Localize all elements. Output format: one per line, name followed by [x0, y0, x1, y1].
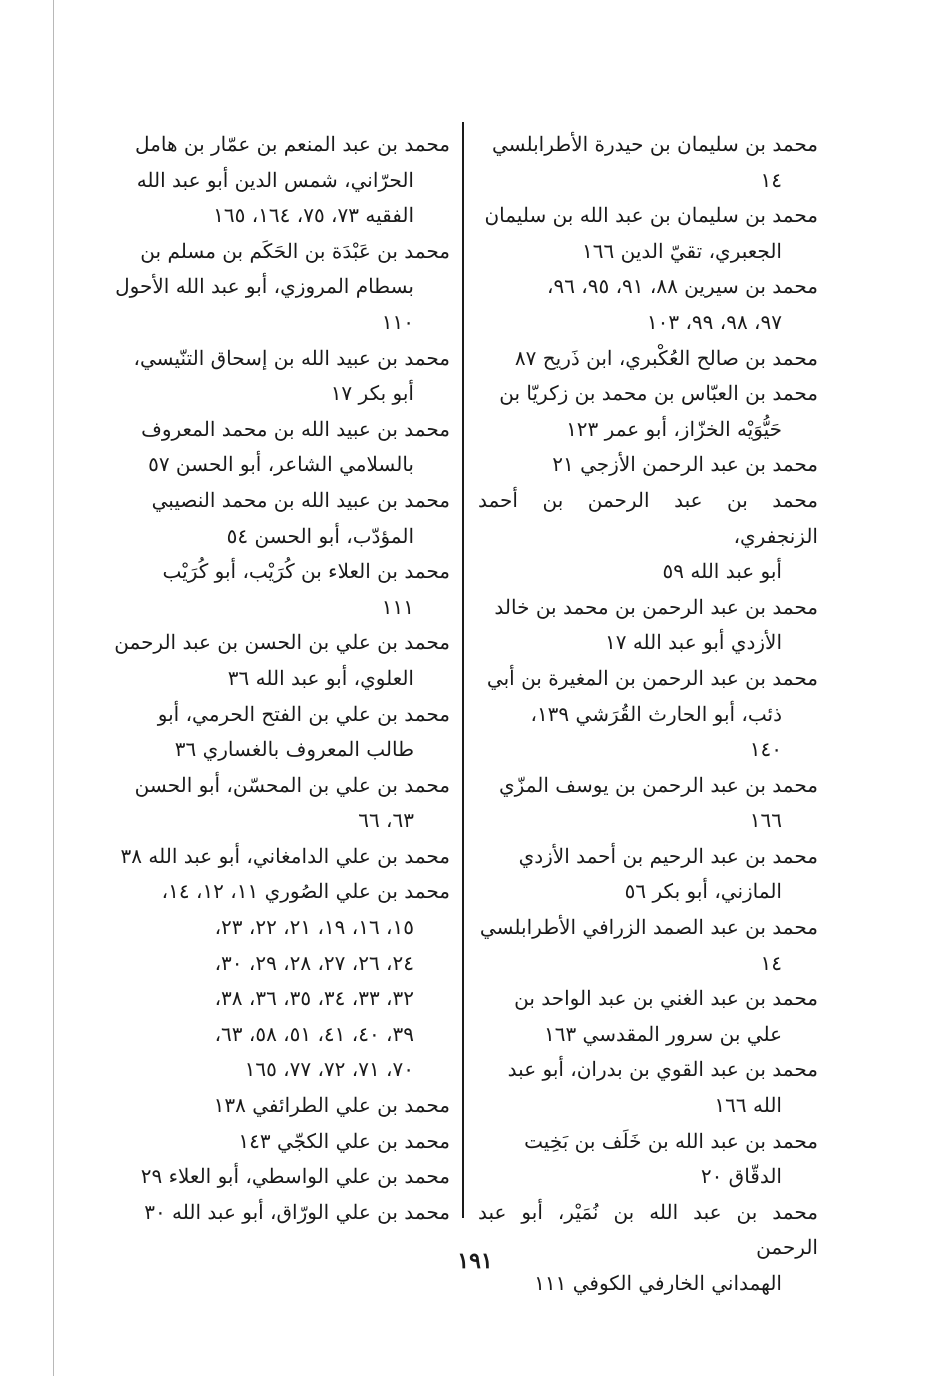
entry-heading-line: محمد بن علي الصُوري ١١، ١٢، ١٤، [161, 879, 450, 904]
entry-heading-line: محمد بن عبيد الله بن محمد المعروف [141, 416, 450, 441]
entry-continuation-line: الجعبري، تقيّ الدين ١٦٦ [582, 238, 782, 263]
entry-continuation-line: ١٤٠ [749, 737, 782, 762]
entry-continuation-line: ٦٣، ٦٦ [358, 808, 414, 833]
index-entry [110, 839, 450, 875]
index-entry [110, 1124, 450, 1160]
index-entry [110, 554, 450, 625]
index-entry [110, 1088, 450, 1124]
entry-continuation-line: الفقيه ٧٣، ٧٥، ١٦٤، ١٦٥ [213, 203, 414, 228]
entry-heading-line: محمد بن عبد الرحمن بن محمد بن خالد [494, 594, 818, 619]
entry-heading-line: محمد بن عبيد الله بن محمد النصيبي [151, 487, 450, 512]
index-entry [478, 269, 818, 340]
entry-continuation-line: ٣٢، ٣٣، ٣٤، ٣٥، ٣٦، ٣٨، [214, 986, 414, 1011]
entry-continuation-line: ٢٤، ٢٦، ٢٧، ٢٨، ٢٩، ٣٠، [214, 950, 414, 975]
entry-continuation-line: علي بن سرور المقدسي ١٦٣ [543, 1021, 782, 1046]
entry-continuation-line: ذئب، أبو الحارث القُرَشي ١٣٩، [530, 701, 782, 726]
entry-continuation-line: ٧٠، ٧١، ٧٢، ٧٧، ١٦٥ [244, 1057, 414, 1082]
index-entry [110, 412, 450, 483]
entry-continuation-line: بسطام المروزي، أبو عبد الله الأحول [115, 274, 414, 299]
entry-heading-line: محمد بن العبّاس بن محمد بن زكريّا بن [499, 381, 818, 406]
index-entry [478, 981, 818, 1052]
index-entry [110, 341, 450, 412]
entry-continuation-line: الهمداني الخارفي الكوفي ١١١ [534, 1271, 782, 1295]
column-divider [462, 122, 464, 1218]
index-entry [478, 910, 818, 981]
entry-heading-line: محمد بن عبد الله بن نُمَيْر، أبو عبد الرحمن [478, 1199, 818, 1260]
index-entry [478, 590, 818, 661]
entry-heading-line: محمد بن سيرين ٨٨، ٩١، ٩٥، ٩٦، [546, 274, 818, 299]
entry-heading-line: محمد بن علي بن الحسن بن عبد الرحمن [114, 630, 450, 655]
entry-heading-line: محمد بن عبد الرحمن بن يوسف المزّي [499, 772, 818, 797]
page-number: ١٩١ [457, 1248, 493, 1274]
index-entry [110, 874, 450, 1088]
entry-heading-line: محمد بن سليمان بن حيدرة الأطرابلسي [491, 132, 818, 156]
entry-continuation-line: طالب المعروف بالغساري ٣٦ [174, 737, 414, 762]
entry-heading-line: محمد بن عبد الرحمن الأزجي ٢١ [552, 452, 818, 477]
entry-continuation-line: ١٤ [760, 950, 782, 975]
index-entry [478, 1124, 818, 1195]
entry-continuation-line: ١١٠ [381, 309, 414, 334]
entry-continuation-line: ٣٩، ٤٠، ٤١، ٥١، ٥٨، ٦٣، [214, 1021, 414, 1046]
entry-heading-line: محمد بن عَبْدَة بن الحَكَم بن مسلم بن [140, 238, 450, 263]
entry-continuation-line: بالسلامي الشاعر، أبو الحسن ٥٧ [148, 452, 414, 477]
entry-heading-line: محمد بن سليمان بن عبد الله بن سليمان [484, 203, 818, 228]
index-entry [478, 661, 818, 768]
index-entry [110, 1159, 450, 1195]
index-entry [110, 625, 450, 696]
entry-continuation-line: ١٦٦ [749, 808, 782, 833]
entry-heading-line: محمد بن علي الواسطي، أبو العلاء ٢٩ [140, 1164, 450, 1189]
entry-continuation-line: المازني، أبو بكر ٥٦ [624, 879, 782, 904]
page-edge-line [53, 0, 54, 1376]
entry-continuation-line: الله ١٦٦ [714, 1093, 782, 1118]
entry-continuation-line: ٩٧، ٩٨، ٩٩، ١٠٣ [646, 309, 782, 334]
entry-continuation-line: العلوي، أبو عبد الله ٣٦ [227, 665, 414, 690]
entry-continuation-line: أبو عبد الله ٥٩ [662, 559, 782, 584]
entry-continuation-line: الأزدي أبو عبد الله ١٧ [604, 630, 782, 655]
entry-heading-line: محمد بن عبد الله بن خَلَف بن بَخِيت [524, 1128, 818, 1153]
index-entry [478, 127, 818, 198]
index-entry [110, 768, 450, 839]
entry-heading-line: محمد بن عبد الرحمن بن أحمد الزنجفري، [478, 487, 818, 548]
entry-heading-line: محمد بن العلاء بن كُرَيْب، أبو كُرَيْب [162, 559, 450, 584]
entry-heading-line: محمد بن علي الدامغاني، أبو عبد الله ٣٨ [120, 843, 450, 868]
entry-continuation-line: حَيُّوَيْه الخزّاز، أبو عمر ١٢٣ [566, 416, 782, 441]
entry-heading-line: محمد بن عبد الغني بن عبد الواحد بن [514, 986, 818, 1011]
index-entry [110, 483, 450, 554]
entry-heading-line: محمد بن عبيد الله بن إسحاق التنّيسي، [133, 345, 450, 370]
entry-heading-line: محمد بن علي بن المحسّن، أبو الحسن [134, 772, 450, 797]
entry-heading-line: محمد بن صالح العُكْبري، ابن ذَريح ٨٧ [514, 345, 818, 370]
entry-continuation-line: الدقّاق ٢٠ [700, 1164, 782, 1189]
entry-heading-line: محمد بن علي بن الفتح الحرمي، أبو [157, 701, 450, 726]
index-entry [478, 376, 818, 447]
index-entry [110, 1195, 450, 1231]
entry-continuation-line: ١٥، ١٦، ١٩، ٢١، ٢٢، ٢٣، [214, 915, 414, 940]
index-entry [478, 341, 818, 377]
index-entry [478, 447, 818, 483]
entry-heading-line: محمد بن علي الكجّي ١٤٣ [238, 1128, 450, 1153]
index-entry [478, 483, 818, 590]
entry-heading-line: محمد بن عبد الرحيم بن أحمد الأزدي [518, 843, 818, 868]
entry-heading-line: محمد بن عبد المنعم بن عمّار بن هامل [135, 132, 450, 156]
index-entry [478, 1052, 818, 1123]
index-entry [110, 127, 450, 234]
entry-heading-line: محمد بن عبد القوي بن بدران، أبو عبد [507, 1057, 818, 1082]
entry-heading-line: محمد بن عبد الرحمن بن المغيرة بن أبي [486, 665, 818, 690]
entry-heading-line: محمد بن علي الورّاق، أبو عبد الله ٣٠ [144, 1199, 450, 1224]
entry-heading-line: محمد بن عبد الصمد الزرافي الأطرابلسي [479, 915, 818, 940]
index-entry [110, 697, 450, 768]
entry-continuation-line: أبو بكر ١٧ [330, 381, 414, 406]
entry-continuation-line: الحرّاني، شمس الدين أبو عبد الله [136, 167, 414, 192]
index-entry [110, 234, 450, 341]
entry-heading-line: محمد بن علي الطرائفي ١٣٨ [213, 1093, 450, 1118]
index-column-left [110, 127, 450, 1230]
index-column-right [478, 127, 818, 1302]
index-entry [478, 839, 818, 910]
index-entry [478, 198, 818, 269]
index-entry [478, 768, 818, 839]
entry-continuation-line: ١١١ [381, 594, 414, 619]
entry-continuation-line: ١٤ [760, 167, 782, 192]
entry-continuation-line: المؤدّب، أبو الحسن ٥٤ [226, 523, 414, 548]
